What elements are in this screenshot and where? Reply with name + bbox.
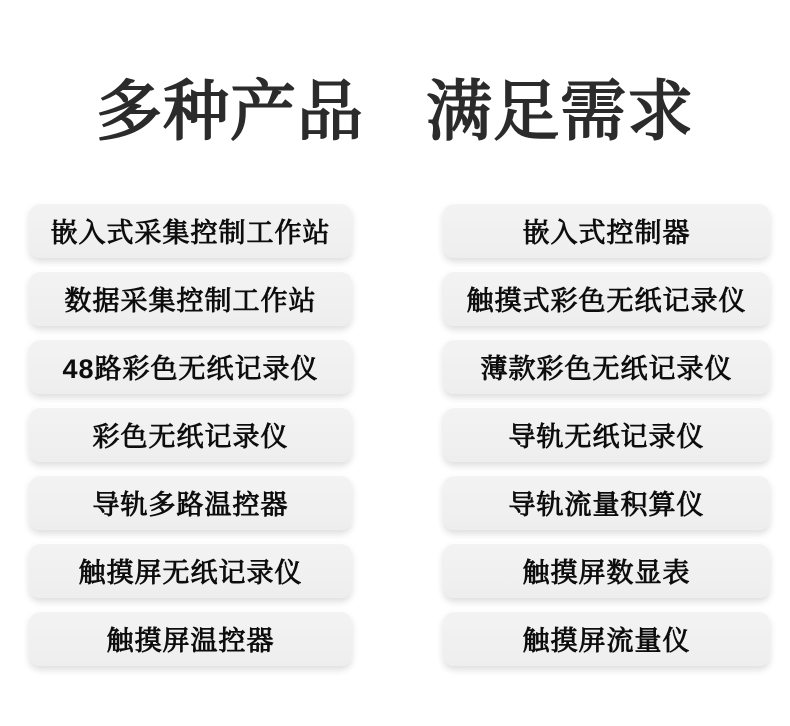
product-button[interactable]: 嵌入式控制器 [443, 203, 770, 258]
product-button[interactable]: 触摸屏数显表 [443, 543, 770, 598]
product-button[interactable]: 触摸屏无纸记录仪 [29, 543, 352, 598]
product-button[interactable]: 薄款彩色无纸记录仪 [443, 339, 770, 394]
product-column-right [443, 203, 770, 666]
product-button[interactable]: 数据采集控制工作站 [29, 271, 352, 326]
product-grid [0, 203, 790, 666]
product-button[interactable]: 触摸式彩色无纸记录仪 [443, 271, 770, 326]
product-button[interactable]: 嵌入式采集控制工作站 [29, 203, 352, 258]
product-button[interactable]: 导轨无纸记录仪 [443, 407, 770, 462]
product-button[interactable]: 彩色无纸记录仪 [29, 407, 352, 462]
product-button[interactable]: 48路彩色无纸记录仪 [29, 339, 352, 394]
product-button[interactable]: 导轨多路温控器 [29, 475, 352, 530]
page-title-part1: 多种产品 [96, 74, 364, 148]
product-button[interactable]: 导轨流量积算仪 [443, 475, 770, 530]
page-title [0, 74, 790, 148]
page-title-part2: 满足需求 [426, 74, 694, 148]
product-button[interactable]: 触摸屏流量仪 [443, 611, 770, 666]
product-column-left [29, 203, 352, 666]
product-button[interactable]: 触摸屏温控器 [29, 611, 352, 666]
